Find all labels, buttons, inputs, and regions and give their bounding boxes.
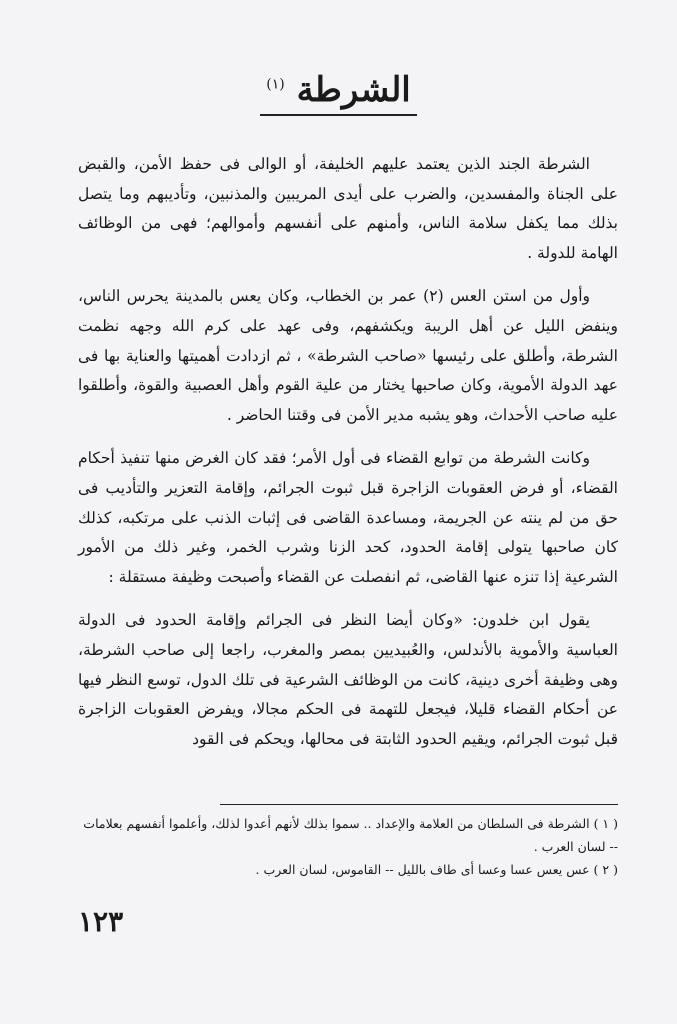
main-text xyxy=(78,150,618,768)
footnote-divider xyxy=(220,804,618,805)
title-text: الشرطة xyxy=(296,70,411,110)
footnote-2: ( ٢ ) عس يعس عسا وعسا أى طاف بالليل -- القاموس، لسان العرب . xyxy=(255,862,618,877)
footnotes xyxy=(78,812,618,881)
paragraph-3: وكانت الشرطة من توابع القضاء فى أول الأمر؛ فقد كان الغرض منها تنفيذ أحكام القضاء، أو فرض العقوبات الزاجرة قبل ثبوت الجرائم، وإقامة التعزير والتأديب فى حق من لم ينته عن الجريمة، ومساعدة القاضى فى إثبات الذنب على مرتكبه، كذلك كان صاحبها يتولى إقامة الحدود، كحد الزنا وشرب الخمر، وغير ذلك من الأمور الشرعية إذا تنزه عنها القاضى، ثم انفصلت عن القضاء وأصبحت وظيفة مستقلة : xyxy=(78,449,618,586)
page-title xyxy=(260,70,417,116)
paragraph-4: يقول ابن خلدون: «وكان أيضا النظر فى الجرائم وإقامة الحدود فى الدولة العباسية والأموية بالأندلس، والعُبيديين بمصر والمغرب، راجعا إلى صاحب الشرطة، وهى وظيفة أخرى دينية، كانت من الوظائف الشرعية فى تلك الدول، توسع النظر فيها عن أحكام القضاء قليلا، فيجعل للتهمة فى الحكم مجالا، ويفرض العقوبات الزاجرة قبل ثبوت الجرائم، ويقيم الحدود الثابتة فى محالها، ويحكم فى القود xyxy=(78,611,618,748)
title-footnote-ref: (١) xyxy=(266,76,285,93)
page-number: ١٢٣ xyxy=(78,905,124,938)
footnote-1: ( ١ ) الشرطة فى السلطان من العلامة والإعداد .. سموا بذلك لأنهم أعدوا لذلك، وأعلموا أنفسهم بعلامات -- لسان العرب . xyxy=(83,816,618,854)
title-block xyxy=(0,70,677,116)
paragraph-1: الشرطة الجند الذين يعتمد عليهم الخليفة، أو الوالى فى حفظ الأمن، والقبض على الجناة والمفسدين، والضرب على أيدى المريبين والمذنبين، وتأديبهم وما يتصل بذلك مما يكفل سلامة الناس، وأمنهم على أنفسهم وأموالهم؛ فهى من الوظائف الهامة للدولة . xyxy=(78,155,618,262)
paragraph-2: وأول من استن العس (٢) عمر بن الخطاب، وكان يعس بالمدينة يحرس الناس، وينفض الليل عن أهل الريبة ويكشفهم، وفى عهد على كرم الله وجهه نظمت الشرطة، وأطلق على رئيسها «صاحب الشرطة» ، ثم ازدادت أهميتها والعناية بها فى عهد الدولة الأموية، وكان صاحبها يختار من علية القوم وأهل العصبية والقوة، وأطلقوا عليه صاحب الأحداث، وهو يشبه مدير الأمن فى وقتنا الحاضر . xyxy=(78,287,618,424)
